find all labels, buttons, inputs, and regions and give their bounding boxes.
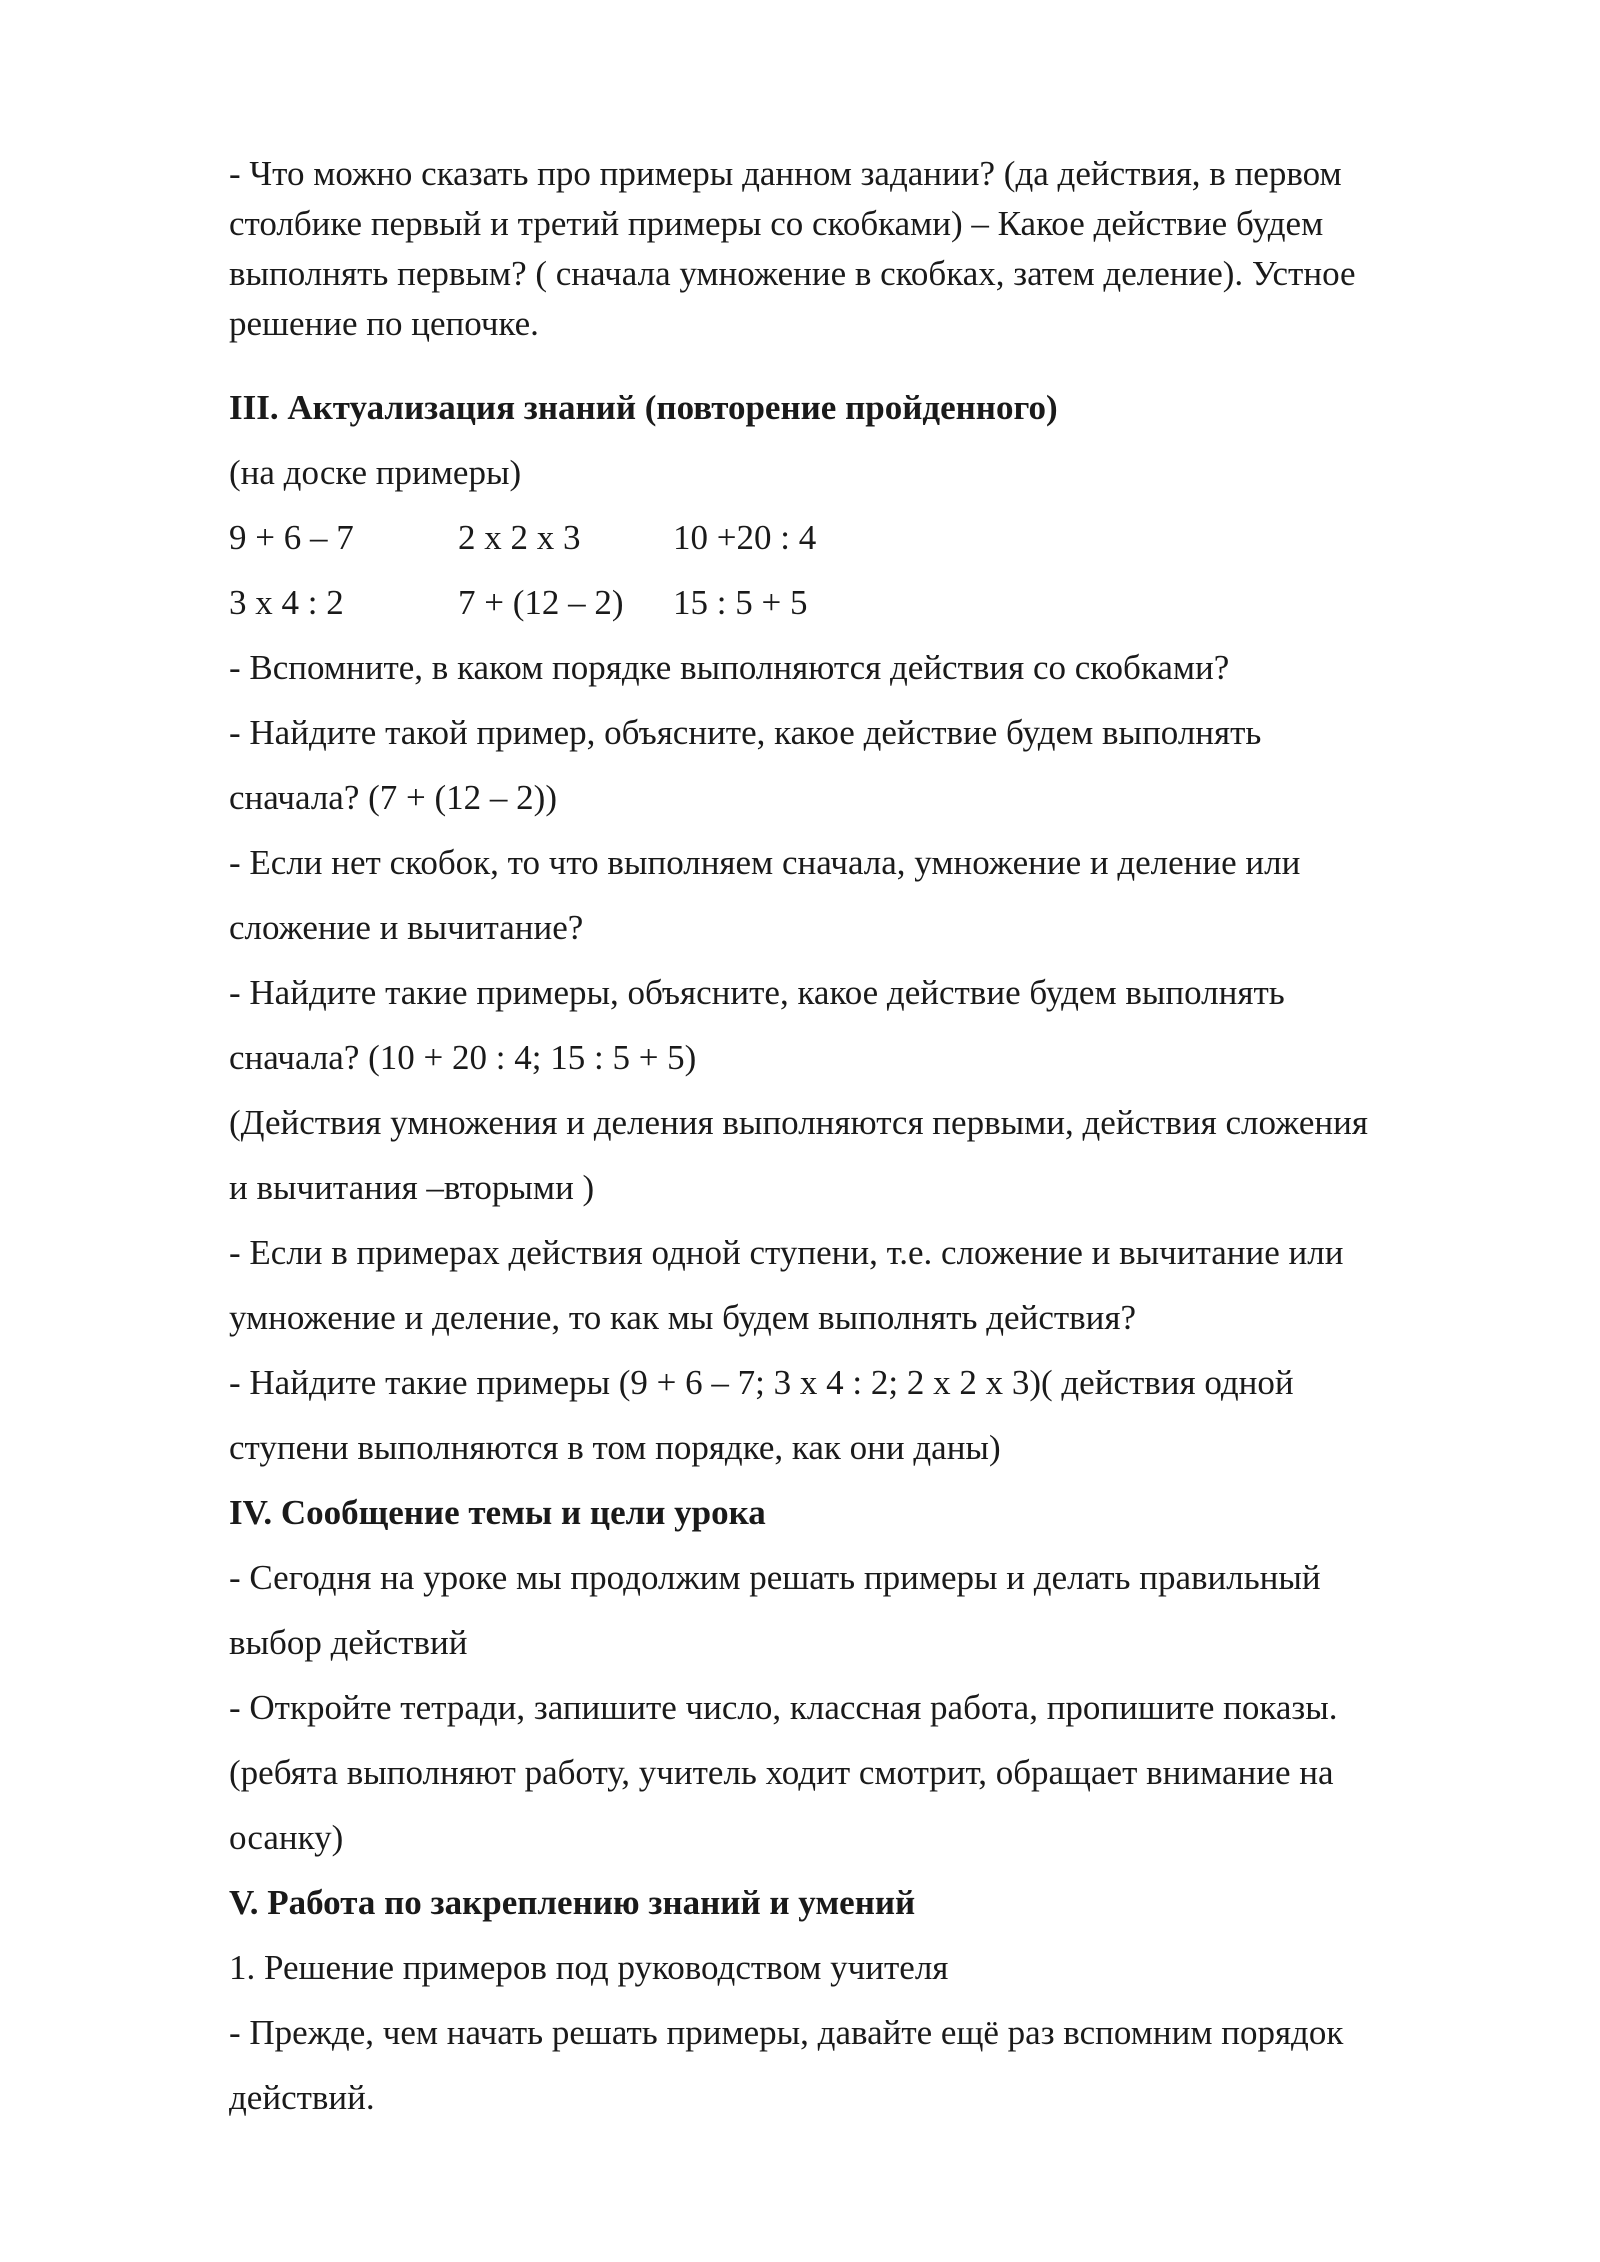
examples-row-1	[229, 505, 1479, 570]
document-body	[229, 375, 1479, 2130]
section-3-heading: III. Актуализация знаний (повторение пройденного)	[229, 388, 1058, 427]
text-line: - Сегодня на уроке мы продолжим решать примеры и делать правильный	[229, 1558, 1321, 1597]
example: 9 + 6 – 7	[229, 518, 354, 557]
text-line: столбике первый и третий примеры со скобками) – Какое действие будем	[229, 204, 1324, 243]
text-line: - Что можно сказать про примеры данном задании? (да действия, в первом	[229, 154, 1342, 193]
section-4-heading: IV. Сообщение темы и цели урока	[229, 1493, 766, 1532]
text-line: действий.	[229, 2078, 375, 2117]
question-line: сложение и вычитание?	[229, 908, 584, 947]
text-line: решение по цепочке.	[229, 304, 539, 343]
examples-row-2	[229, 570, 1479, 635]
text-line: осанку)	[229, 1818, 344, 1857]
section-5-heading: V. Работа по закреплению знаний и умений	[229, 1883, 916, 1922]
question-line: ступени выполняются в том порядке, как они даны)	[229, 1428, 1001, 1467]
question-line: - Вспомните, в каком порядке выполняются действия со скобками?	[229, 648, 1230, 687]
text-line: выполнять первым? ( сначала умножение в скобках, затем деление). Устное	[229, 254, 1356, 293]
example: 3 х 4 : 2	[229, 583, 344, 622]
text-line: - Прежде, чем начать решать примеры, давайте ещё раз вспомним порядок	[229, 2013, 1344, 2052]
answer-line: и вычитания –вторыми )	[229, 1168, 595, 1207]
question-line: - Если в примерах действия одной ступени, т.е. сложение и вычитание или	[229, 1233, 1344, 1272]
question-line: - Если нет скобок, то что выполняем сначала, умножение и деление или	[229, 843, 1301, 882]
list-item: 1. Решение примеров под руководством учителя	[229, 1948, 949, 1987]
intro-paragraph	[229, 149, 1479, 349]
example: 7 + (12 – 2)	[458, 583, 624, 622]
answer-line: (Действия умножения и деления выполняются первыми, действия сложения	[229, 1103, 1368, 1142]
text-line: выбор действий	[229, 1623, 468, 1662]
example: 15 : 5 + 5	[673, 583, 808, 622]
question-line: сначала? (7 + (12 – 2))	[229, 778, 557, 817]
question-line: - Найдите такой пример, объясните, какое действие будем выполнять	[229, 713, 1262, 752]
question-line: умножение и деление, то как мы будем выполнять действия?	[229, 1298, 1137, 1337]
example: 10 +20 : 4	[673, 518, 817, 557]
text-line: - Откройте тетради, запишите число, классная работа, пропишите показы.	[229, 1688, 1338, 1727]
text-line: (ребята выполняют работу, учитель ходит смотрит, обращает внимание на	[229, 1753, 1334, 1792]
example: 2 х 2 х 3	[458, 518, 581, 557]
question-line: сначала? (10 + 20 : 4; 15 : 5 + 5)	[229, 1038, 697, 1077]
question-line: - Найдите такие примеры (9 + 6 – 7; 3 х 4 : 2; 2 х 2 х 3)( действия одной	[229, 1363, 1294, 1402]
question-line: - Найдите такие примеры, объясните, какое действие будем выполнять	[229, 973, 1285, 1012]
board-note: (на доске примеры)	[229, 453, 522, 492]
